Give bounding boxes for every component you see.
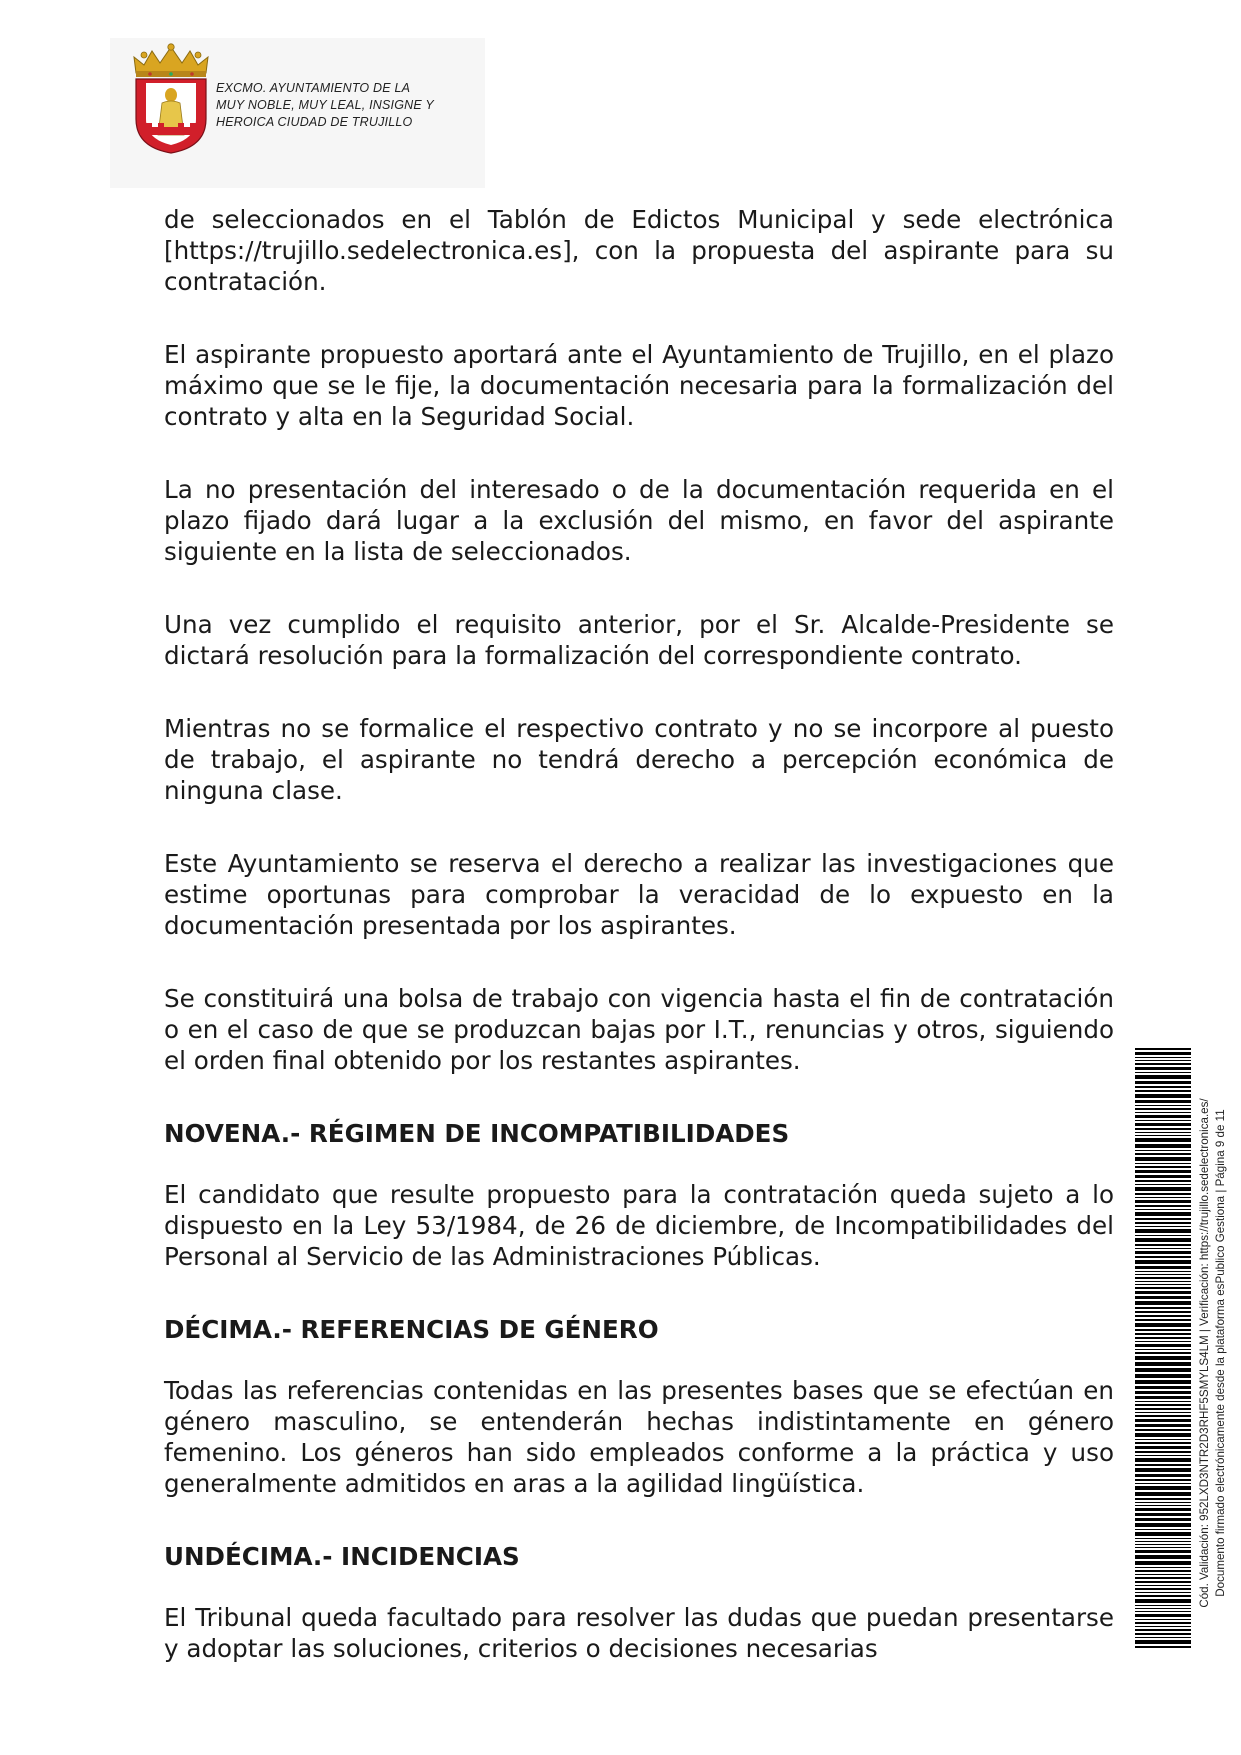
barcode-bar bbox=[1135, 1622, 1191, 1624]
signature-line: Documento firmado electrónicamente desde la plataforma esPublico Gestiona | Página 9 de 11 bbox=[1214, 1109, 1227, 1597]
barcode-bar bbox=[1135, 1150, 1191, 1151]
barcode-bar bbox=[1135, 1248, 1191, 1249]
barcode-bar bbox=[1135, 1260, 1191, 1264]
barcode-bar bbox=[1135, 1057, 1191, 1058]
barcode-bar bbox=[1135, 1197, 1191, 1198]
barcode-bar bbox=[1135, 1380, 1191, 1384]
paragraph: El aspirante propuesto aportará ante el Ayuntamiento de Trujillo, en el plazo máximo que se le fije, la documentación necesaria para la formalización del contrato y alta en la Seguridad Social. bbox=[164, 340, 1114, 431]
barcode-bar bbox=[1135, 1611, 1191, 1612]
paragraph: Mientras no se formalice el respectivo contrato y no se incorpore al puesto de trabajo, el aspirante no tendrá derecho a percepción económica de ninguna clase. bbox=[164, 714, 1114, 805]
barcode-bar bbox=[1135, 1138, 1191, 1142]
barcode-bar bbox=[1135, 1574, 1191, 1575]
barcode-bar bbox=[1135, 1180, 1191, 1182]
barcode-bar bbox=[1135, 1492, 1191, 1496]
barcode-bar bbox=[1135, 1323, 1191, 1327]
barcode-bar bbox=[1135, 1640, 1191, 1644]
letterhead-line: MUY NOBLE, MUY LEAL, INSIGNE Y bbox=[216, 98, 434, 112]
barcode-bar bbox=[1135, 1112, 1191, 1113]
barcode-bar bbox=[1135, 1439, 1191, 1440]
barcode-bar bbox=[1135, 1538, 1191, 1539]
barcode-bar bbox=[1135, 1212, 1191, 1216]
barcode-bar bbox=[1135, 1128, 1191, 1130]
barcode-bar bbox=[1135, 1479, 1191, 1481]
barcode-bar bbox=[1135, 1486, 1191, 1490]
barcode-bar bbox=[1135, 1581, 1191, 1583]
barcode-bar bbox=[1135, 1458, 1191, 1462]
barcode-bar bbox=[1135, 1200, 1191, 1203]
paragraph: de seleccionados en el Tablón de Edictos Municipal y sede electrónica [https://trujillo.sedelectronica.es], con la propuesta del aspirante para su contratación. bbox=[164, 205, 1114, 296]
barcode-bar bbox=[1135, 1614, 1191, 1617]
barcode-bar bbox=[1135, 1094, 1191, 1098]
barcode-bar bbox=[1135, 1166, 1191, 1168]
barcode-bar bbox=[1135, 1218, 1191, 1220]
barcode-bar bbox=[1135, 1271, 1191, 1272]
barcode-bar bbox=[1135, 1344, 1191, 1347]
barcode-bar bbox=[1135, 1550, 1191, 1553]
barcode-bar bbox=[1135, 1067, 1191, 1070]
barcode-bar bbox=[1135, 1277, 1191, 1279]
barcode-bar bbox=[1135, 1337, 1191, 1339]
barcode-bar bbox=[1135, 1187, 1191, 1191]
barcode-bar bbox=[1135, 1412, 1191, 1413]
barcode-bar bbox=[1135, 1468, 1191, 1472]
barcode-bar bbox=[1135, 1115, 1191, 1118]
paragraph: Una vez cumplido el requisito anterior, por el Sr. Alcalde-Presidente se dictará resolución para la formalización del correspondiente contrato. bbox=[164, 610, 1114, 670]
barcode-bar bbox=[1135, 1626, 1191, 1627]
barcode-bar bbox=[1135, 1209, 1191, 1210]
barcode-bar bbox=[1135, 1184, 1191, 1185]
barcode-bar bbox=[1135, 1135, 1191, 1136]
barcode-bar bbox=[1135, 1060, 1191, 1061]
barcode-bar bbox=[1135, 1588, 1191, 1590]
barcode-bar bbox=[1135, 1105, 1191, 1106]
barcode-bar bbox=[1135, 1153, 1191, 1155]
barcode-bar bbox=[1135, 1170, 1191, 1173]
barcode-bar bbox=[1135, 1222, 1191, 1224]
barcode bbox=[1135, 1048, 1191, 1658]
barcode-bar bbox=[1135, 1287, 1191, 1289]
barcode-bar bbox=[1135, 1408, 1191, 1410]
barcode-bar bbox=[1135, 1518, 1191, 1521]
paragraph: El Tribunal queda facultado para resolver las dudas que puedan presentarse y adoptar las soluciones, criterios o decisiones necesarias bbox=[164, 1603, 1114, 1663]
barcode-bar bbox=[1135, 1404, 1191, 1406]
barcode-bar bbox=[1135, 1374, 1191, 1378]
barcode-bar bbox=[1135, 1599, 1191, 1603]
barcode-bar bbox=[1135, 1163, 1191, 1164]
barcode-bar bbox=[1135, 1072, 1191, 1073]
section-heading-undecima: UNDÉCIMA.- INCIDENCIAS bbox=[164, 1542, 520, 1571]
coat-of-arms-icon bbox=[128, 43, 214, 155]
barcode-bar bbox=[1135, 1307, 1191, 1309]
barcode-bar bbox=[1135, 1100, 1191, 1103]
barcode-bar bbox=[1135, 1585, 1191, 1586]
barcode-bar bbox=[1135, 1281, 1191, 1282]
barcode-bar bbox=[1135, 1629, 1191, 1631]
barcode-bar bbox=[1135, 1483, 1191, 1484]
barcode-bar bbox=[1135, 1352, 1191, 1354]
barcode-bar bbox=[1135, 1633, 1191, 1635]
barcode-bar bbox=[1135, 1391, 1191, 1394]
barcode-bar bbox=[1135, 1513, 1191, 1516]
section-heading-decima: DÉCIMA.- REFERENCIAS DE GÉNERO bbox=[164, 1315, 659, 1344]
barcode-bar bbox=[1135, 1274, 1191, 1275]
paragraph: La no presentación del interesado o de la documentación requerida en el plazo fijado dará lugar a la exclusión del mismo, en favor del aspirante siguiente en la lista de seleccionados. bbox=[164, 475, 1114, 566]
barcode-bar bbox=[1135, 1446, 1191, 1449]
barcode-bar bbox=[1135, 1433, 1191, 1437]
barcode-bar bbox=[1135, 1619, 1191, 1620]
barcode-bar bbox=[1135, 1291, 1191, 1294]
barcode-bar bbox=[1135, 1544, 1191, 1545]
document-body bbox=[164, 204, 1114, 1664]
barcode-bar bbox=[1135, 1547, 1191, 1548]
barcode-bar bbox=[1135, 1502, 1191, 1503]
barcode-bar bbox=[1135, 1451, 1191, 1453]
barcode-bar bbox=[1135, 1349, 1191, 1350]
letterhead bbox=[110, 38, 485, 188]
barcode-bar bbox=[1135, 1455, 1191, 1456]
barcode-bar bbox=[1135, 1229, 1191, 1233]
barcode-bar bbox=[1135, 1419, 1191, 1422]
barcode-bar bbox=[1135, 1605, 1191, 1606]
barcode-bar bbox=[1135, 1063, 1191, 1065]
barcode-bar bbox=[1135, 1256, 1191, 1258]
barcode-bar bbox=[1135, 1238, 1191, 1242]
paragraph: Se constituirá una bolsa de trabajo con vigencia hasta el fin de contratación o en el caso de que se produzcan bajas por I.T., renuncias y otros, siguiendo el orden final obtenido por los restantes aspirantes. bbox=[164, 984, 1114, 1075]
barcode-bar bbox=[1135, 1157, 1191, 1161]
barcode-bar bbox=[1135, 1284, 1191, 1285]
barcode-bar bbox=[1135, 1505, 1191, 1506]
barcode-bar bbox=[1135, 1226, 1191, 1227]
barcode-bar bbox=[1135, 1315, 1191, 1317]
barcode-bar bbox=[1135, 1075, 1191, 1079]
barcode-bar bbox=[1135, 1508, 1191, 1511]
barcode-bar bbox=[1135, 1474, 1191, 1477]
barcode-bar bbox=[1135, 1442, 1191, 1444]
barcode-bar bbox=[1135, 1570, 1191, 1572]
barcode-bar bbox=[1135, 1244, 1191, 1246]
barcode-bar bbox=[1135, 1205, 1191, 1207]
barcode-bar bbox=[1135, 1356, 1191, 1360]
barcode-bar bbox=[1135, 1424, 1191, 1427]
barcode-bar bbox=[1135, 1401, 1191, 1402]
barcode-bar bbox=[1135, 1529, 1191, 1530]
barcode-bar bbox=[1135, 1329, 1191, 1331]
letterhead-line: HEROICA CIUDAD DE TRUJILLO bbox=[216, 115, 413, 129]
barcode-bar bbox=[1135, 1386, 1191, 1389]
validation-text bbox=[1197, 1048, 1241, 1658]
barcode-bar bbox=[1135, 1048, 1191, 1050]
barcode-bar bbox=[1135, 1362, 1191, 1366]
paragraph: Este Ayuntamiento se reserva el derecho a realizar las investigaciones que estime oportunas para comprobar la veracidad de lo expuesto en la documentación presentada por los aspirantes. bbox=[164, 849, 1114, 940]
barcode-bar bbox=[1135, 1561, 1191, 1565]
barcode-bar bbox=[1135, 1132, 1191, 1133]
barcode-bar bbox=[1135, 1637, 1191, 1638]
barcode-bar bbox=[1135, 1333, 1191, 1335]
barcode-bar bbox=[1135, 1555, 1191, 1559]
barcode-bar bbox=[1135, 1577, 1191, 1579]
barcode-bar bbox=[1135, 1541, 1191, 1542]
barcode-bar bbox=[1135, 1144, 1191, 1148]
barcode-bar bbox=[1135, 1052, 1191, 1055]
barcode-bar bbox=[1135, 1646, 1191, 1648]
validation-code-line: Cód. Validación: 952LXD3NTR2D3RHF5SMYLS4LM | Verificación: https://trujillo.sedelectronica.es/ bbox=[1198, 1098, 1211, 1608]
barcode-bar bbox=[1135, 1341, 1191, 1342]
barcode-bar bbox=[1135, 1120, 1191, 1121]
barcode-bar bbox=[1135, 1090, 1191, 1092]
barcode-bar bbox=[1135, 1108, 1191, 1110]
barcode-bar bbox=[1135, 1175, 1191, 1178]
barcode-bar bbox=[1135, 1123, 1191, 1126]
barcode-bar bbox=[1135, 1086, 1191, 1088]
barcode-bar bbox=[1135, 1396, 1191, 1399]
barcode-bar bbox=[1135, 1567, 1191, 1568]
validation-stamp bbox=[1135, 1048, 1241, 1658]
letterhead-line: EXCMO. AYUNTAMIENTO DE LA bbox=[216, 81, 411, 95]
barcode-bar bbox=[1135, 1523, 1191, 1527]
barcode-bar bbox=[1135, 1498, 1191, 1500]
barcode-bar bbox=[1135, 1592, 1191, 1593]
barcode-bar bbox=[1135, 1368, 1191, 1372]
paragraph: Todas las referencias contenidas en las presentes bases que se efectúan en género masculino, se entenderán hechas indistintamente en género femenino. Los géneros han sido empleados conforme a la práctica y uso generalmente admitidos en aras a la agilidad lingüística. bbox=[164, 1376, 1114, 1498]
barcode-bar bbox=[1135, 1235, 1191, 1236]
barcode-bar bbox=[1135, 1311, 1191, 1313]
barcode-bar bbox=[1135, 1429, 1191, 1431]
barcode-bar bbox=[1135, 1319, 1191, 1321]
barcode-bar bbox=[1135, 1193, 1191, 1195]
barcode-bar bbox=[1135, 1251, 1191, 1254]
barcode-bar bbox=[1135, 1296, 1191, 1299]
barcode-bar bbox=[1135, 1464, 1191, 1466]
paragraph: El candidato que resulte propuesto para la contratación queda sujeto a lo dispuesto en la Ley 53/1984, de 26 de diciembre, de Incompatibilidades del Personal al Servicio de las Administraciones Públicas. bbox=[164, 1180, 1114, 1271]
barcode-bar bbox=[1135, 1532, 1191, 1536]
barcode-bar bbox=[1135, 1301, 1191, 1305]
barcode-bar bbox=[1135, 1415, 1191, 1417]
barcode-bar bbox=[1135, 1595, 1191, 1597]
section-heading-novena: NOVENA.- RÉGIMEN DE INCOMPATIBILIDADES bbox=[164, 1119, 790, 1148]
letterhead-text bbox=[216, 80, 486, 131]
barcode-bar bbox=[1135, 1081, 1191, 1084]
barcode-bar bbox=[1135, 1608, 1191, 1609]
barcode-bar bbox=[1135, 1266, 1191, 1269]
